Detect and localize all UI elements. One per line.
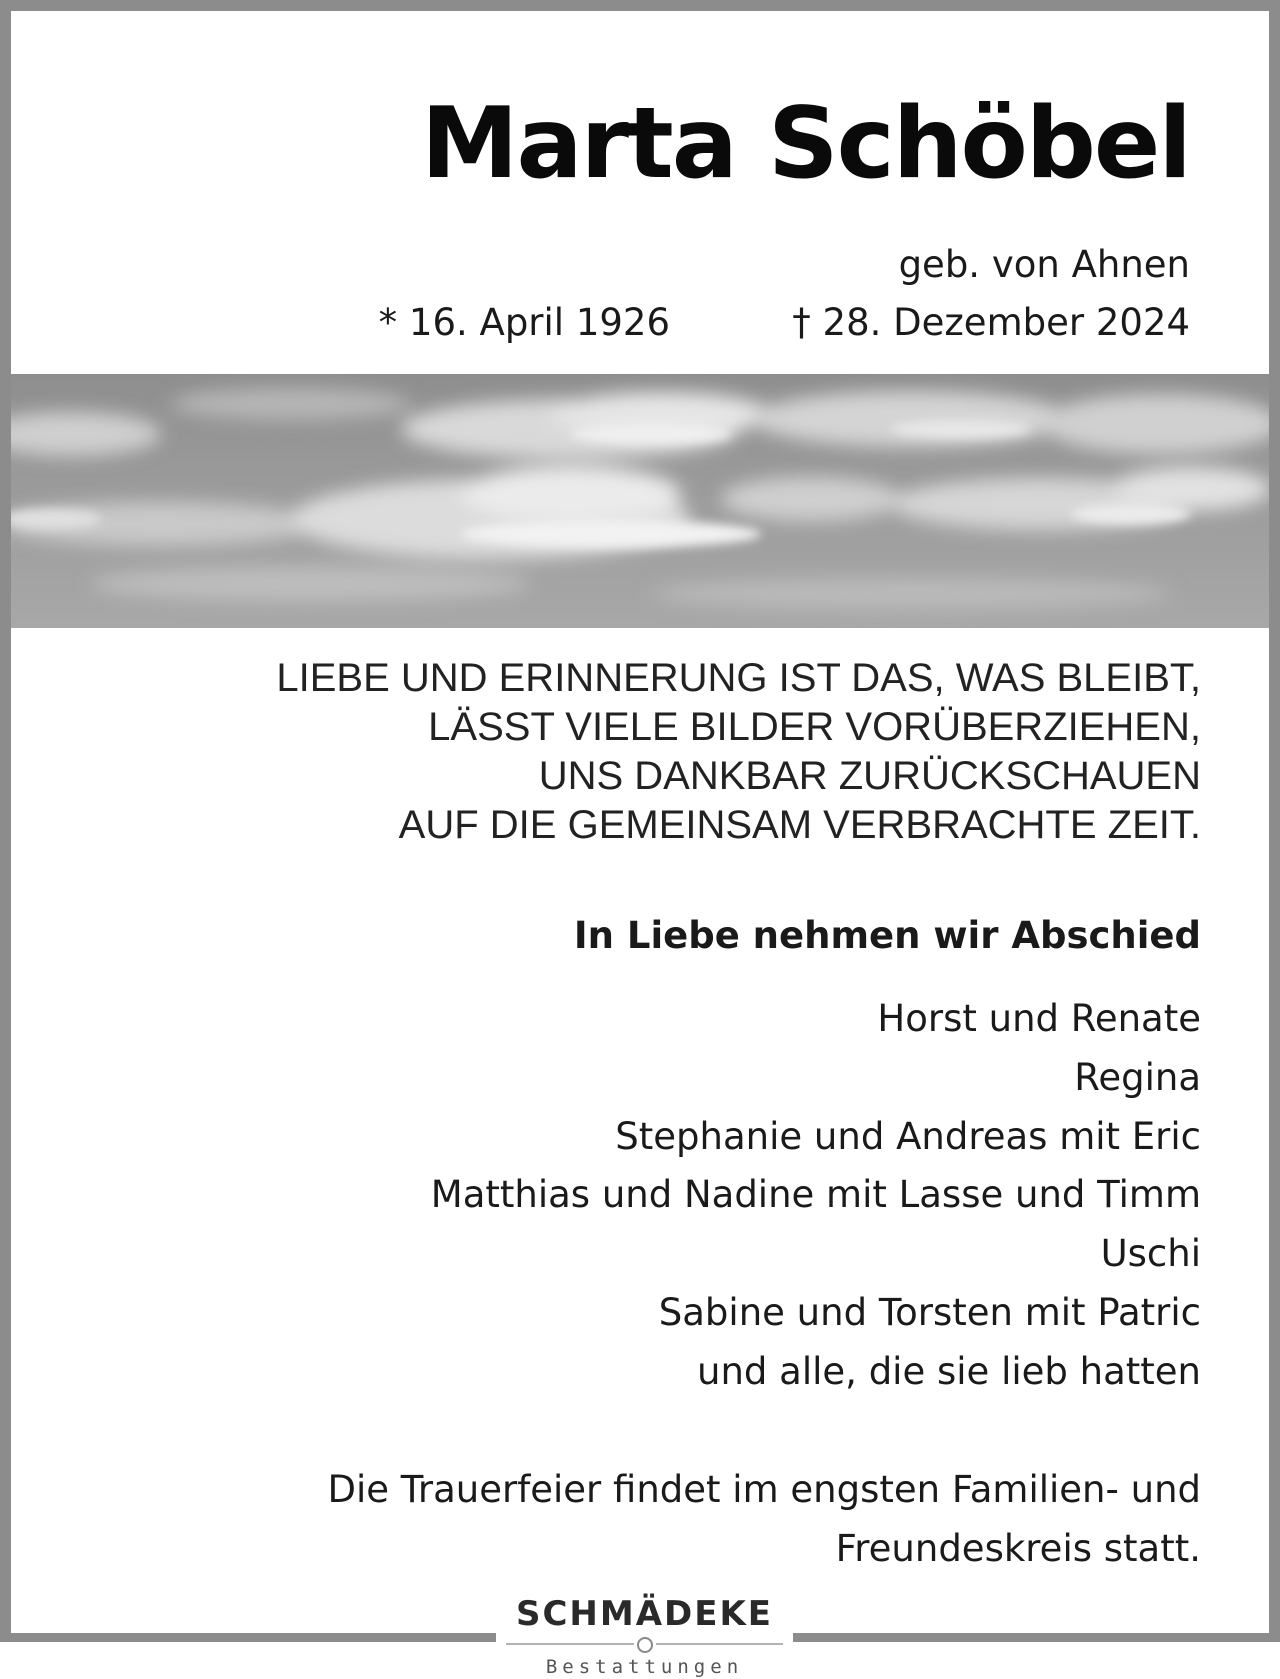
maiden-name: geb. von Ahnen bbox=[898, 243, 1190, 286]
deceased-name: Marta Schöbel bbox=[420, 87, 1190, 201]
quote-line: AUF DIE GEMEINSAM VERBRACHTE ZEIT. bbox=[398, 803, 1201, 847]
birth-date: * 16. April 1926 bbox=[378, 301, 670, 344]
logo-name: SCHMÄDEKE bbox=[515, 1594, 774, 1634]
sky-clouds-image bbox=[11, 374, 1269, 628]
mourner: Regina bbox=[1074, 1055, 1201, 1099]
mourner: Uschi bbox=[1100, 1232, 1201, 1276]
farewell-heading: In Liebe nehmen wir Abschied bbox=[573, 914, 1201, 957]
life-dates bbox=[190, 301, 1190, 351]
quote-line: UNS DANKBAR ZURÜCKSCHAUEN bbox=[538, 754, 1201, 798]
mourner: Matthias und Nadine mit Lasse und Timm bbox=[430, 1173, 1201, 1217]
mourner: Horst und Renate bbox=[877, 997, 1201, 1040]
funeral-home-logo bbox=[496, 1582, 793, 1679]
mourner: Stephanie und Andreas mit Eric bbox=[615, 1114, 1201, 1158]
service-line: Freundeskreis statt. bbox=[835, 1527, 1201, 1570]
quote-line: LÄSST VIELE BILDER VORÜBERZIEHEN, bbox=[428, 705, 1201, 749]
memorial-quote bbox=[276, 654, 1201, 850]
mourner: Sabine und Torsten mit Patric bbox=[658, 1290, 1201, 1334]
quote-line: LIEBE UND ERINNERUNG IST DAS, WAS BLEIBT, bbox=[276, 656, 1201, 700]
logo-ornament-icon bbox=[496, 1634, 793, 1658]
mourner: und alle, die sie lieb hatten bbox=[697, 1349, 1201, 1393]
mourners-list bbox=[431, 990, 1201, 1402]
death-date: † 28. Dezember 2024 bbox=[792, 301, 1190, 344]
service-notice bbox=[327, 1460, 1201, 1578]
service-line: Die Trauerfeier findet im engsten Familien- und bbox=[327, 1468, 1201, 1511]
logo-subtitle: Bestattungen bbox=[545, 1656, 744, 1678]
